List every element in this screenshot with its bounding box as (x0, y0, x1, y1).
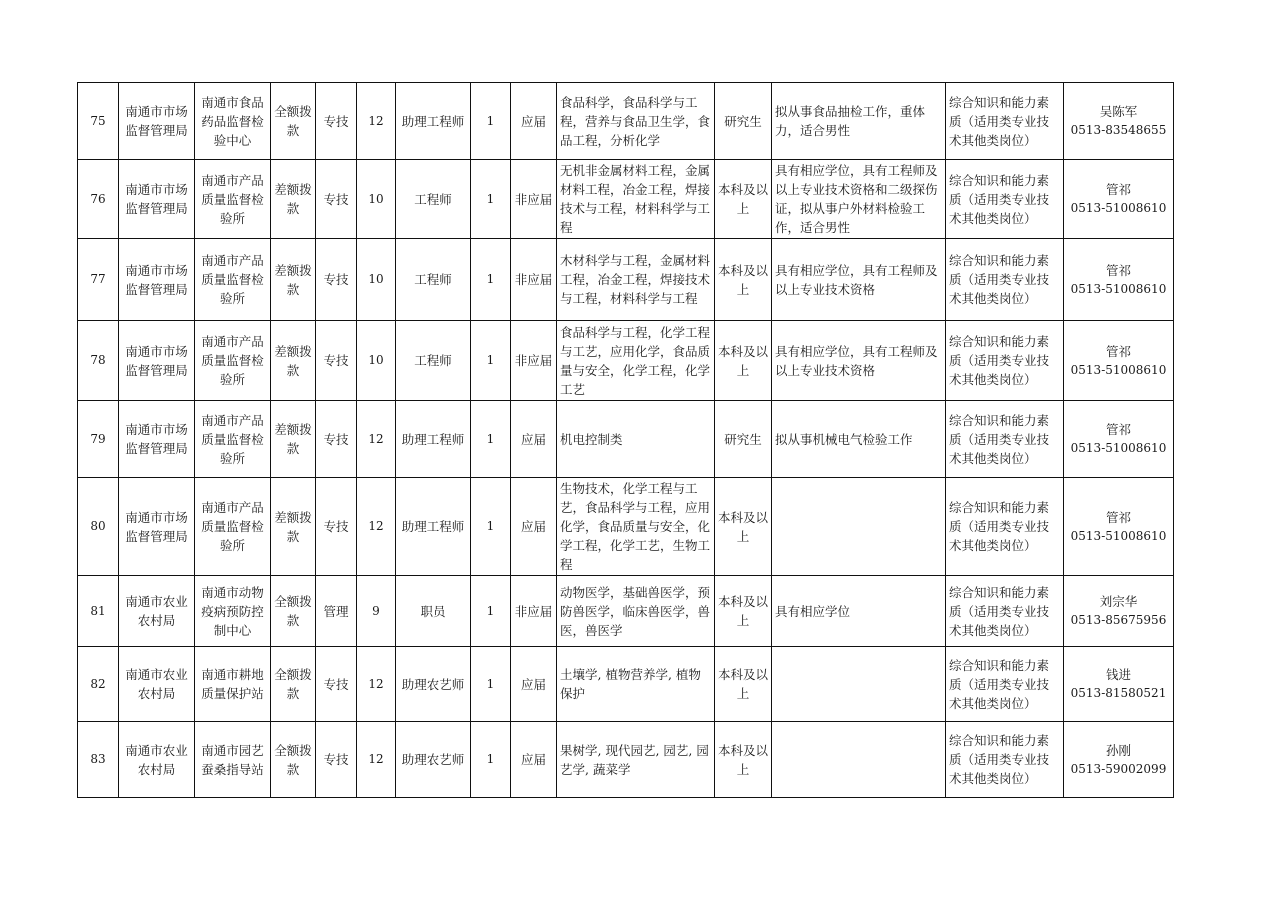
hiring-count: 1 (471, 576, 511, 647)
education-requirement: 研究生 (715, 401, 772, 478)
department: 南通市市场监督管理局 (119, 478, 195, 576)
hiring-count: 1 (471, 239, 511, 321)
major-requirement: 动物医学，基础兽医学，预防兽医学，临床兽医学，兽医，兽医学 (557, 576, 715, 647)
recruiting-unit: 南通市耕地质量保护站 (195, 647, 271, 722)
major-requirement: 无机非金属材料工程，金属材料工程，冶金工程，焊接技术与工程，材料科学与工程 (557, 160, 715, 239)
major-requirement: 果树学, 现代园艺, 园艺, 园艺学, 蔬菜学 (557, 722, 715, 798)
position-category: 专技 (316, 478, 357, 576)
contact-phone: 0513-83548655 (1070, 123, 1167, 137)
position-level: 12 (357, 83, 396, 160)
contact (1064, 401, 1174, 478)
other-requirements: 具有相应学位 (772, 576, 946, 647)
contact (1064, 321, 1174, 401)
position-name: 工程师 (396, 321, 471, 401)
contact-name: 管祁 (1105, 422, 1131, 437)
recruiting-unit: 南通市园艺蚕桑指导站 (195, 722, 271, 798)
department: 南通市市场监督管理局 (119, 83, 195, 160)
position-category: 专技 (316, 401, 357, 478)
position-level: 12 (357, 401, 396, 478)
table-row (78, 321, 1174, 401)
hiring-count: 1 (471, 321, 511, 401)
graduate-status: 应届 (511, 401, 557, 478)
recruitment-table (77, 82, 1174, 798)
graduate-status: 应届 (511, 83, 557, 160)
contact (1064, 160, 1174, 239)
funding-type: 差额拨款 (271, 478, 316, 576)
recruiting-unit: 南通市产品质量监督检验所 (195, 401, 271, 478)
contact-phone: 0513-51008610 (1070, 441, 1167, 455)
exam-subject: 综合知识和能力素质（适用类专业技术其他类岗位） (946, 239, 1064, 321)
department: 南通市市场监督管理局 (119, 160, 195, 239)
graduate-status: 应届 (511, 647, 557, 722)
position-category: 专技 (316, 647, 357, 722)
funding-type: 差额拨款 (271, 401, 316, 478)
other-requirements: 拟从事机械电气检验工作 (772, 401, 946, 478)
hiring-count: 1 (471, 160, 511, 239)
position-category: 专技 (316, 321, 357, 401)
table-row (78, 722, 1174, 798)
funding-type: 差额拨款 (271, 160, 316, 239)
table-row (78, 239, 1174, 321)
major-requirement: 生物技术，化学工程与工艺，食品科学与工程，应用化学，食品质量与安全，化学工程，化学工艺，生物工程 (557, 478, 715, 576)
contact (1064, 647, 1174, 722)
table-row (78, 647, 1174, 722)
exam-subject: 综合知识和能力素质（适用类专业技术其他类岗位） (946, 160, 1064, 239)
contact-phone: 0513-85675956 (1070, 613, 1167, 627)
funding-type: 全额拨款 (271, 722, 316, 798)
hiring-count: 1 (471, 647, 511, 722)
education-requirement: 研究生 (715, 83, 772, 160)
position-name: 职员 (396, 576, 471, 647)
row-number: 82 (78, 647, 119, 722)
exam-subject: 综合知识和能力素质（适用类专业技术其他类岗位） (946, 478, 1064, 576)
education-requirement: 本科及以上 (715, 478, 772, 576)
position-name: 助理农艺师 (396, 647, 471, 722)
contact-phone: 0513-51008610 (1070, 281, 1167, 296)
position-category: 专技 (316, 722, 357, 798)
hiring-count: 1 (471, 401, 511, 478)
position-name: 工程师 (396, 160, 471, 239)
row-number: 79 (78, 401, 119, 478)
table-row (78, 478, 1174, 576)
major-requirement: 木材科学与工程，金属材料工程，冶金工程，焊接技术与工程，材料科学与工程 (557, 239, 715, 321)
position-category: 专技 (316, 83, 357, 160)
recruiting-unit: 南通市食品药品监督检验中心 (195, 83, 271, 160)
major-requirement: 土壤学, 植物营养学, 植物保护 (557, 647, 715, 722)
hiring-count: 1 (471, 478, 511, 576)
position-level: 10 (357, 160, 396, 239)
other-requirements (772, 647, 946, 722)
recruiting-unit: 南通市产品质量监督检验所 (195, 239, 271, 321)
recruiting-unit: 南通市产品质量监督检验所 (195, 478, 271, 576)
graduate-status: 应届 (511, 478, 557, 576)
graduate-status: 非应届 (511, 239, 557, 321)
department: 南通市市场监督管理局 (119, 239, 195, 321)
major-requirement: 食品科学与工程，化学工程与工艺，应用化学，食品质量与安全，化学工程，化学工艺 (557, 321, 715, 401)
contact-name: 管祁 (1105, 509, 1131, 525)
education-requirement: 本科及以上 (715, 160, 772, 239)
department: 南通市农业农村局 (119, 722, 195, 798)
department: 南通市农业农村局 (119, 576, 195, 647)
position-level: 12 (357, 478, 396, 576)
table-row (78, 576, 1174, 647)
contact-phone: 0513-59002099 (1070, 761, 1167, 776)
row-number: 76 (78, 160, 119, 239)
education-requirement: 本科及以上 (715, 576, 772, 647)
other-requirements: 具有相应学位，具有工程师及以上专业技术资格和二级探伤证，拟从事户外材料检验工作，适合男性 (772, 160, 946, 239)
major-requirement: 机电控制类 (557, 401, 715, 478)
contact (1064, 576, 1174, 647)
hiring-count: 1 (471, 722, 511, 798)
row-number: 78 (78, 321, 119, 401)
recruiting-unit: 南通市动物疫病预防控制中心 (195, 576, 271, 647)
major-requirement: 食品科学，食品科学与工程，营养与食品卫生学，食品工程，分析化学 (557, 83, 715, 160)
position-name: 助理工程师 (396, 83, 471, 160)
position-level: 10 (357, 239, 396, 321)
position-level: 12 (357, 722, 396, 798)
exam-subject: 综合知识和能力素质（适用类专业技术其他类岗位） (946, 321, 1064, 401)
recruiting-unit: 南通市产品质量监督检验所 (195, 321, 271, 401)
contact (1064, 239, 1174, 321)
position-category: 专技 (316, 160, 357, 239)
funding-type: 差额拨款 (271, 321, 316, 401)
table-row (78, 83, 1174, 160)
funding-type: 全额拨款 (271, 83, 316, 160)
contact-phone: 0513-51008610 (1070, 528, 1167, 543)
graduate-status: 非应届 (511, 576, 557, 647)
contact-phone: 0513-51008610 (1070, 201, 1167, 215)
position-category: 管理 (316, 576, 357, 647)
contact-phone: 0513-81580521 (1070, 686, 1167, 700)
contact (1064, 722, 1174, 798)
graduate-status: 非应届 (511, 160, 557, 239)
other-requirements: 拟从事食品抽检工作，重体力，适合男性 (772, 83, 946, 160)
contact-phone: 0513-51008610 (1070, 362, 1167, 377)
contact-name: 管祁 (1105, 262, 1131, 278)
position-level: 9 (357, 576, 396, 647)
other-requirements: 具有相应学位，具有工程师及以上专业技术资格 (772, 321, 946, 401)
contact-name: 管祁 (1105, 343, 1131, 359)
recruiting-unit: 南通市产品质量监督检验所 (195, 160, 271, 239)
exam-subject: 综合知识和能力素质（适用类专业技术其他类岗位） (946, 722, 1064, 798)
position-name: 助理工程师 (396, 478, 471, 576)
exam-subject: 综合知识和能力素质（适用类专业技术其他类岗位） (946, 83, 1064, 160)
position-level: 10 (357, 321, 396, 401)
table-row (78, 401, 1174, 478)
position-name: 助理农艺师 (396, 722, 471, 798)
department: 南通市市场监督管理局 (119, 401, 195, 478)
education-requirement: 本科及以上 (715, 722, 772, 798)
funding-type: 全额拨款 (271, 647, 316, 722)
position-category: 专技 (316, 239, 357, 321)
exam-subject: 综合知识和能力素质（适用类专业技术其他类岗位） (946, 401, 1064, 478)
contact-name: 孙刚 (1105, 742, 1131, 758)
contact-name: 管祁 (1105, 182, 1131, 197)
other-requirements (772, 478, 946, 576)
graduate-status: 非应届 (511, 321, 557, 401)
education-requirement: 本科及以上 (715, 239, 772, 321)
department: 南通市市场监督管理局 (119, 321, 195, 401)
other-requirements (772, 722, 946, 798)
position-name: 工程师 (396, 239, 471, 321)
row-number: 83 (78, 722, 119, 798)
exam-subject: 综合知识和能力素质（适用类专业技术其他类岗位） (946, 576, 1064, 647)
funding-type: 全额拨款 (271, 576, 316, 647)
contact (1064, 478, 1174, 576)
department: 南通市农业农村局 (119, 647, 195, 722)
contact-name: 刘宗华 (1099, 594, 1138, 609)
contact (1064, 83, 1174, 160)
other-requirements: 具有相应学位，具有工程师及以上专业技术资格 (772, 239, 946, 321)
education-requirement: 本科及以上 (715, 321, 772, 401)
row-number: 80 (78, 478, 119, 576)
position-level: 12 (357, 647, 396, 722)
graduate-status: 应届 (511, 722, 557, 798)
funding-type: 差额拨款 (271, 239, 316, 321)
row-number: 75 (78, 83, 119, 160)
contact-name: 钱进 (1105, 667, 1131, 682)
table-row (78, 160, 1174, 239)
hiring-count: 1 (471, 83, 511, 160)
row-number: 77 (78, 239, 119, 321)
exam-subject: 综合知识和能力素质（适用类专业技术其他类岗位） (946, 647, 1064, 722)
position-name: 助理工程师 (396, 401, 471, 478)
contact-name: 吴陈军 (1099, 104, 1138, 119)
row-number: 81 (78, 576, 119, 647)
education-requirement: 本科及以上 (715, 647, 772, 722)
